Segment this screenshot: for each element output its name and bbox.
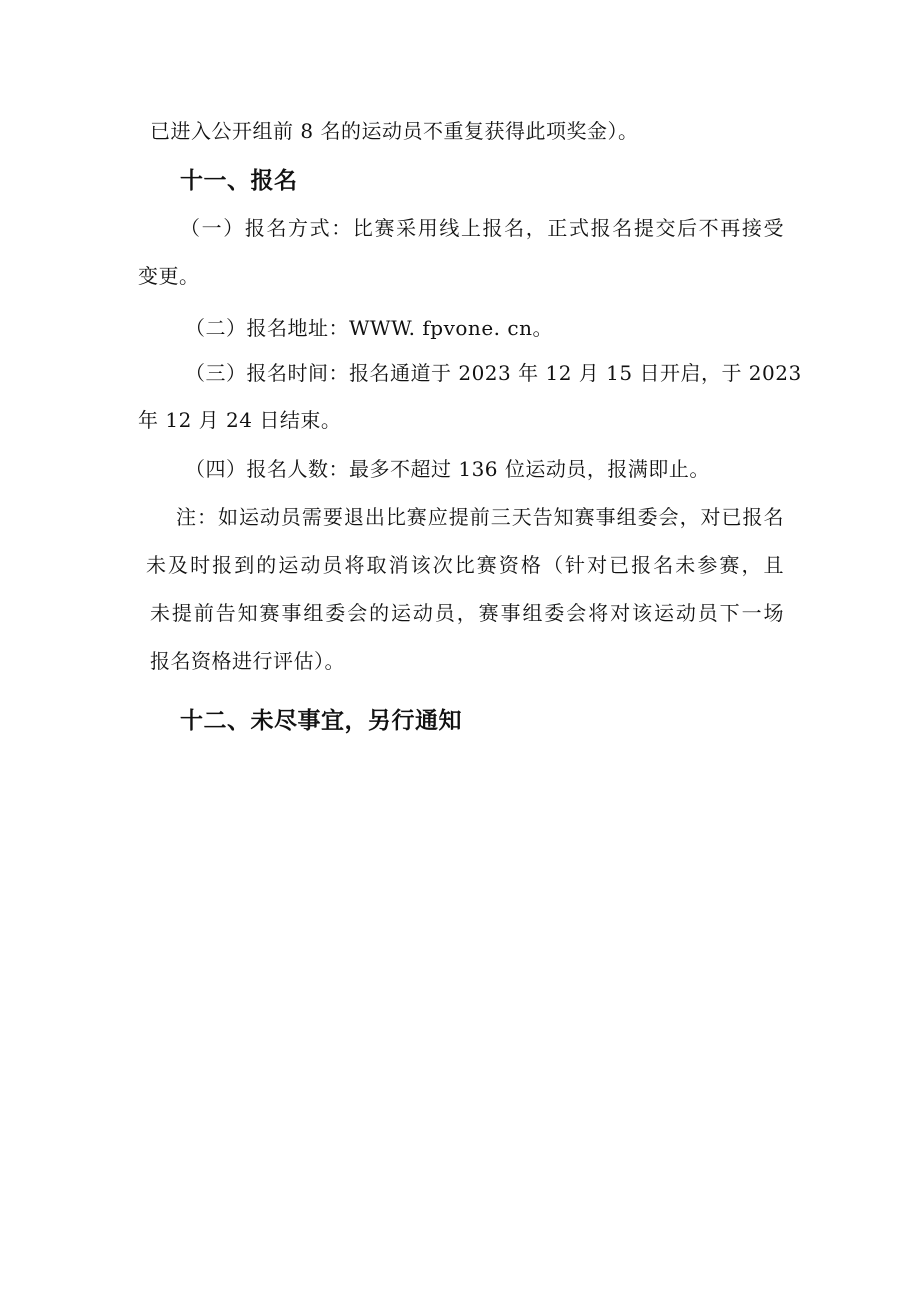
registration-note-line-3: 未提前告知赛事组委会的运动员，赛事组委会将对该运动员下一场 (150, 601, 784, 625)
registration-time-line-2: 年 12 月 24 日结束。 (138, 408, 342, 432)
section-12-heading: 十二、未尽事宜，另行通知 (180, 708, 462, 734)
award-continuation-line: 已进入公开组前 8 名的运动员不重复获得此项奖金）。 (150, 119, 639, 143)
registration-note-line-2: 未及时报到的运动员将取消该次比赛资格（针对已报名未参赛，且 (146, 553, 784, 577)
registration-note-line-4: 报名资格进行评估）。 (150, 649, 345, 673)
registration-time-line-1: （三）报名时间：报名通道于 2023 年 12 月 15 日开启，于 2023 (185, 361, 802, 385)
registration-address-line: （二）报名地址：WWW. fpvone. cn。 (185, 316, 553, 340)
registration-note-line-1: 注：如运动员需要退出比赛应提前三天告知赛事组委会，对已报名 (176, 505, 784, 529)
registration-method-line-2: 变更。 (138, 264, 200, 288)
registration-method-line-1: （一）报名方式：比赛采用线上报名，正式报名提交后不再接受 (180, 216, 784, 240)
section-11-heading: 十一、报名 (180, 168, 298, 194)
registration-count-line: （四）报名人数：最多不超过 136 位运动员，报满即止。 (185, 457, 710, 481)
